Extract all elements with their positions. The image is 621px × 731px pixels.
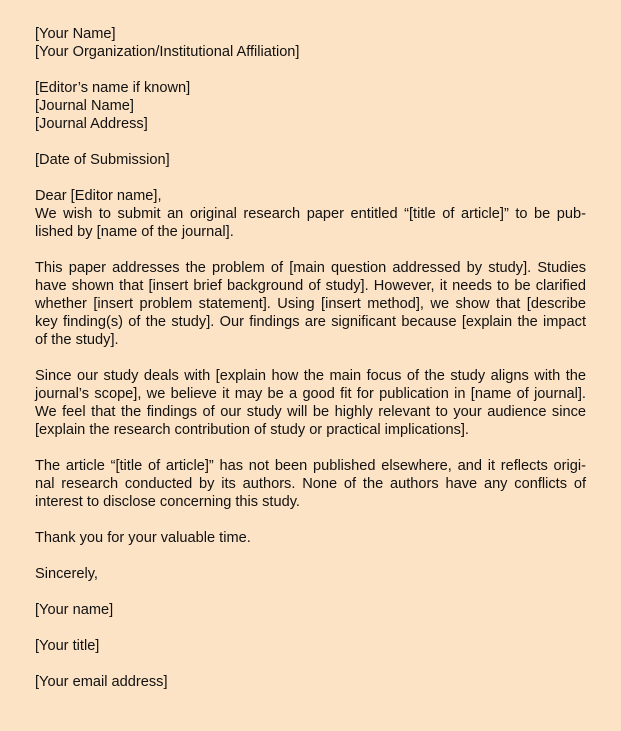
recipient-editor: [Editor’s name if known] <box>35 80 191 96</box>
paragraph-line: whether [insert problem statement]. Using [insert method], we show that [describe <box>35 296 586 312</box>
signature-name: [Your name] <box>35 602 114 618</box>
thanks-line: Thank you for your valuable time. <box>35 530 251 546</box>
closing: Sincerely, <box>35 566 98 582</box>
paragraph-intro <box>35 205 587 241</box>
paragraph-line: [explain the research contribution of study or practical implications]. <box>35 422 469 438</box>
paragraph-problem <box>35 259 587 349</box>
salutation: Dear [Editor name], <box>35 188 162 204</box>
paragraph-line: interest to disclose concerning this study. <box>35 494 300 510</box>
paragraph-line: Since our study deals with [explain how the main focus of the study aligns with the <box>35 368 586 384</box>
recipient-journal-name: [Journal Name] <box>35 98 134 114</box>
recipient-block <box>35 79 587 133</box>
signature-title: [Your title] <box>35 638 100 654</box>
sender-name: [Your Name] <box>35 26 116 42</box>
recipient-journal-address: [Journal Address] <box>35 116 148 132</box>
paragraph-line: have shown that [insert brief background of study]. However, it needs to be clarified <box>35 278 586 294</box>
paragraph-line: We feel that the findings of our study will be highly relevant to your audience since <box>35 404 586 420</box>
paragraph-scope <box>35 367 587 439</box>
paragraph-line: We wish to submit an original research paper entitled “[title of article]” to be pub- <box>35 206 586 222</box>
paragraph-line: This paper addresses the problem of [main question addressed by study]. Studies <box>35 260 586 276</box>
paragraph-line: of the study]. <box>35 332 119 348</box>
submission-date: [Date of Submission] <box>35 152 170 168</box>
paragraph-line: lished by [name of the journal]. <box>35 224 234 240</box>
sender-block <box>35 25 587 61</box>
paragraph-line: journal’s scope], we believe it may be a good fit for publication in [name of journal]. <box>35 386 586 402</box>
paragraph-line: key finding(s) of the study]. Our findings are significant because [explain the impact <box>35 314 586 330</box>
paragraph-line: nal research conducted by its authors. None of the authors have any conflicts of <box>35 476 586 492</box>
sender-affiliation: [Your Organization/Institutional Affiliation] <box>35 44 300 60</box>
paragraph-originality <box>35 457 587 511</box>
paragraph-line: The article “[title of article]” has not been published elsewhere, and it reflects origi- <box>35 458 586 474</box>
signature-email: [Your email address] <box>35 674 168 690</box>
